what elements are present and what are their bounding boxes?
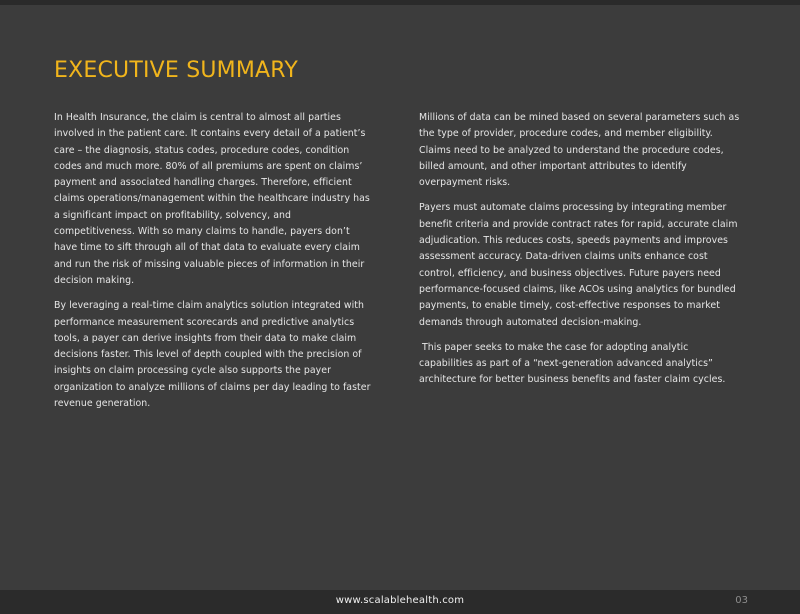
top-strip [0,0,800,5]
paragraph: Payers must automate claims processing by integrating member benefit criteria and provide contract rates for rapid, accurate claim adjudication. This reduces costs, speeds payments and improves assessment accuracy. Data-driven claims units enhance cost control, efficiency, and business objectives. Future payers need performance-focused claims, like ACOs using analytics for bundled payments, to enable timely, cost-effective responses to market demands through automated decision-making. [419,202,738,328]
paragraph: In Health Insurance, the claim is central to almost all parties involved in the patient care. It contains every detail of a patient’s care – the diagnosis, status codes, procedure codes, condition codes and much more. 80% of all premiums are spent on claims’ payment and associated handling charges. Therefore, efficient claims operations/management within the healthcare industry has a significant impact on profitability, solvency, and competitiveness. With so many claims to handle, payers don’t have time to sift through all of that data to evaluate every claim and run the risk of missing valuable pieces of information in their decision making. [54,112,370,286]
left-column [54,110,372,421]
paragraph: Millions of data can be mined based on several parameters such as the type of provider, procedure codes, and member eligibility. Claims need to be analyzed to understand the procedure codes, billed amount, and other important attributes to identify overpayment risks. [419,112,740,189]
footer-url: www.scalablehealth.com [335,595,465,606]
page-title: EXECUTIVE SUMMARY [54,58,299,83]
paragraph: This paper seeks to make the case for adopting analytic capabilities as part of a “next-generation advanced analytics” architecture for better business benefits and faster claim cycles. [419,341,726,386]
paragraph: By leveraging a real-time claim analytics solution integrated with performance measurement scorecards and predictive analytics tools, a payer can derive insights from their data to make claim decisions faster. This level of depth coupled with the precision of insights on claim processing cycle also supports the payer organization to analyze millions of claims per day leading to faster revenue generation. [54,300,371,410]
page-number: 03 [735,595,748,606]
footer-bar [0,590,800,614]
right-column [419,110,744,398]
